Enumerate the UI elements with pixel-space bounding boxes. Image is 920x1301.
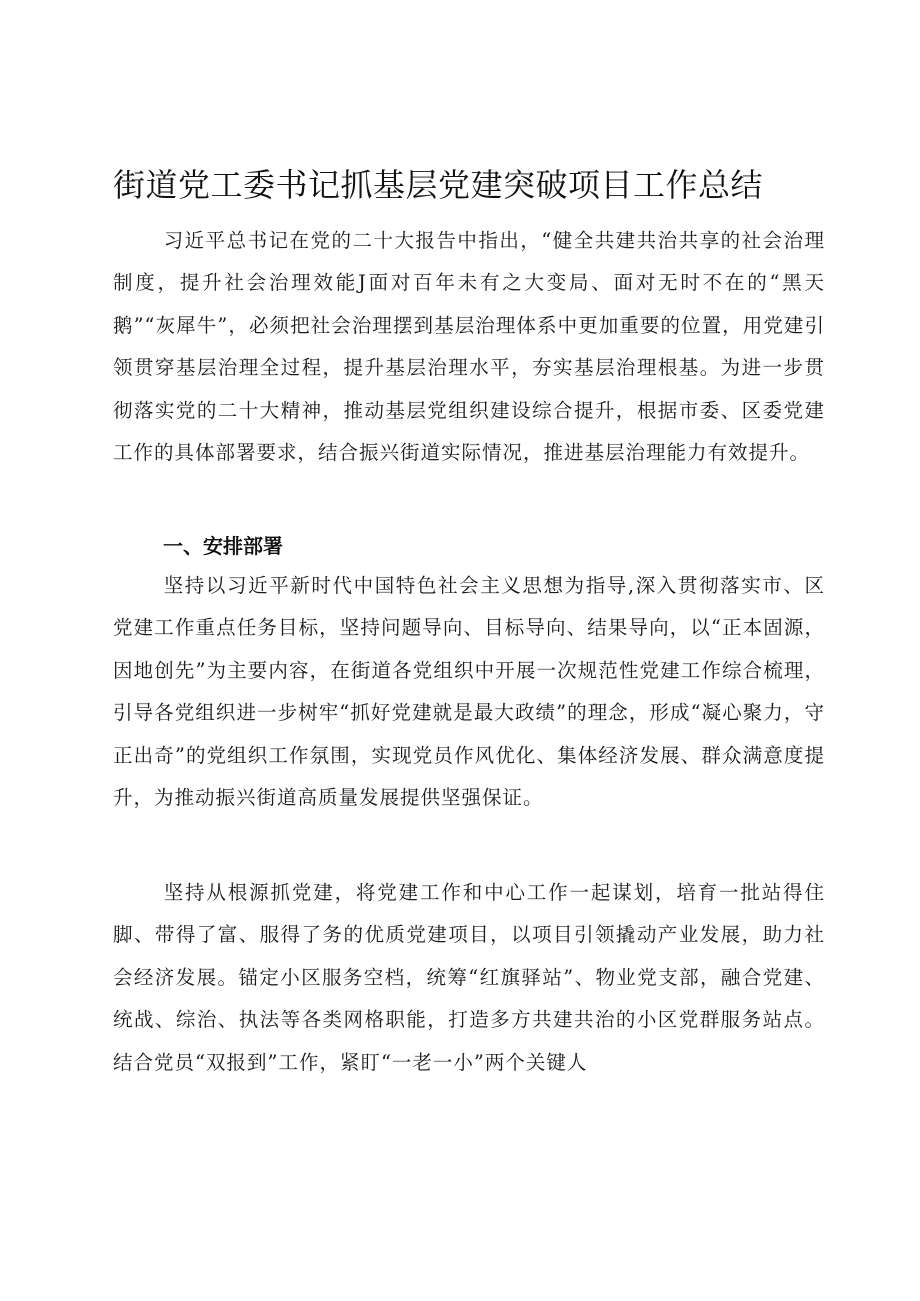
intro-paragraph: 习近平总书记在党的二十大报告中指出，“健全共建共治共享的社会治理制度，提升社会治理效能J面对百年未有之大变局、面对无时不在的“黑天鹅”“灰犀牛”，必须把社会治理摆到基层治理体系中更加重要的位置，用党建引领贯穿基层治理全过程，提升基层治理水平，夯实基层治理根基。为进一步贯彻落实党的二十大精神，推动基层党组织建设综合提升，根据市委、区委党建工作的具体部署要求，结合振兴街道实际情况，推进基层治理能力有效提升。 <box>113 229 825 465</box>
section-heading-arrangement: 一、安排部署 <box>163 534 283 558</box>
section-1-paragraph-2: 坚持从根源抓党建，将党建工作和中心工作一起谋划，培育一批站得住脚、带得了富、服得了务的优质党建项目，以项目引领撬动产业发展，助力社会经济发展。锚定小区服务空档，统筹“红旗驿站”、物业党支部，融合党建、统战、综治、执法等各类网格职能，打造多方共建共治的小区党群服务站点。结合党员“双报到”工作，紧盯“一老一小”两个关键人 <box>113 881 825 1074</box>
section-1-paragraph-1: 坚持以习近平新时代中国特色社会主义思想为指导,深入贯彻落实市、区党建工作重点任务目标，坚持问题导向、目标导向、结果导向，以“正本固源，因地创先”为主要内容，在街道各党组织中开展一次规范性党建工作综合梳理，引导各党组织进一步树牢“抓好党建就是最大政绩”的理念，形成“凝心聚力，守正出奇”的党组织工作氛围，实现党员作风优化、集体经济发展、群众满意度提升，为推动振兴街道高质量发展提供坚强保证。 <box>113 574 825 810</box>
document-title: 街道党工委书记抓基层党建突破项目工作总结 <box>113 166 764 204</box>
